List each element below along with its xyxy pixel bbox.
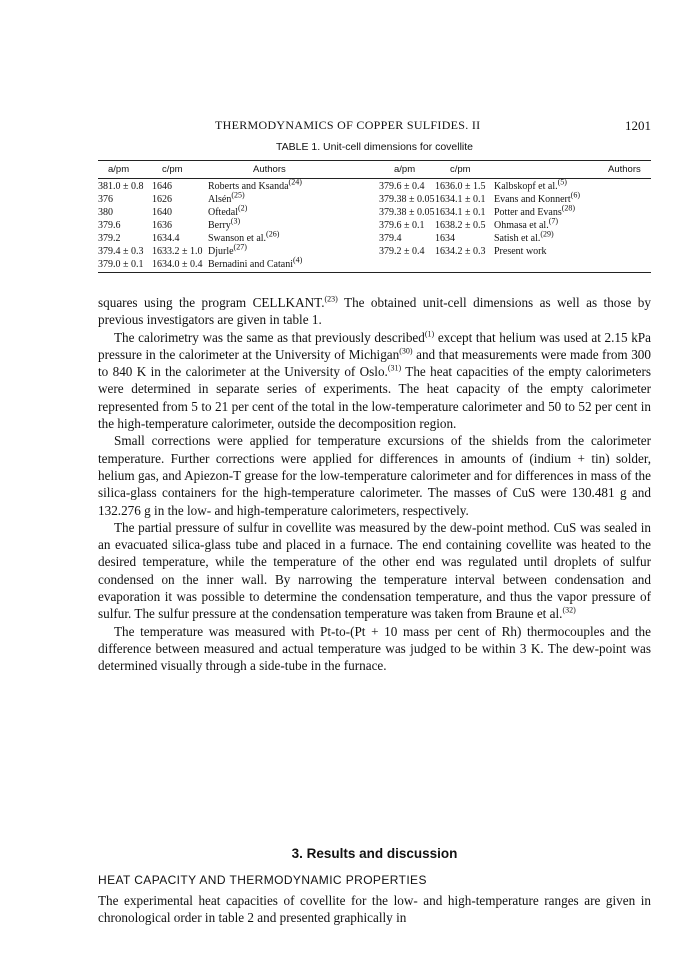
body-text-continued [98,892,651,927]
table-cell: 379.0 ± 0.1 [98,259,144,270]
table-header-rule [98,178,651,179]
section-heading: 3. Results and discussion [291,846,458,861]
table-cell-author: Kalbskopf et al.$^{(5)}$ [494,177,567,192]
table-cell: 381.0 ± 0.8 [98,181,144,192]
table-cell: 379.2 [98,233,121,244]
table-caption: TABLE 1. Unit-cell dimensions for covellite [275,141,474,153]
header-a-right: a/pm [394,164,416,175]
paragraph: squares using the program CELLKANT.$^{(23)}$ The obtained unit-cell dimensions as well as those by previous investigators are given in table 1. [98,294,651,328]
table-cell-author: Satish et al.$^{(29)}$ [494,229,554,244]
running-header [98,118,651,136]
table-cell: 1626 [152,194,172,205]
paragraph: The partial pressure of sulfur in covellite was measured by the dew-point method. CuS was sealed in an evacuated silica-glass tube and placed in a furnace. The end containing covellite was heated to the desired temperature, while the temperature of the other end was regulated until droplets of sulfur condensed on the inner wall. By narrowing the temperature interval between condensation and evaporation it was possible to determine the condensation temperature, and thus the vapor pressure of sulfur. The sulfur pressure at the condensation temperature was taken from Braune et al.$^{(32)}$ [98,519,651,622]
table-cell-author: Berry$^{(3)}$ [208,216,241,231]
header-authors-right: Authors [608,164,641,175]
table-bottom-rule [98,272,651,273]
paragraph: Small corrections were applied for temperature excursions of the shields from the calorimeter temperature. Further corrections were applied for differences in amounts of (indium + tin) solder, helium gas, and Apiezon-T grease for the low-temperature calorimeter and for differences in mass of the silica-glass containers for the high-temperature calorimeter. The masses of CuS were 130.481 g and 132.276 g in the low- and high-temperature calorimeters, respectively. [98,433,651,518]
table-cell-author: Oftedal$^{(2)}$ [208,203,248,218]
table-cell: 1636 [152,220,172,231]
table-cell-author: Bernadini and Catani$^{(4)}$ [208,255,303,270]
table-top-rule [98,160,651,161]
table-cell: 1640 [152,207,172,218]
table-cell: 1634.1 ± 0.1 [435,194,486,205]
table-cell: 1634 [435,233,455,244]
page-number: 1201 [625,118,651,133]
table-cell: 1646 [152,181,172,192]
header-c-right: c/pm [450,164,471,175]
table-cell: 379.6 ± 0.1 [379,220,425,231]
table-cell: 1638.2 ± 0.5 [435,220,486,231]
table-cell-author: Swanson et al.$^{(26)}$ [208,229,280,244]
header-authors-left: Authors [253,164,286,175]
table-cell-author: Alsén$^{(25)}$ [208,190,245,205]
header-c-left: c/pm [162,164,183,175]
running-title: THERMODYNAMICS OF COPPER SULFIDES. II [215,118,481,132]
table-cell: 379.4 [379,233,402,244]
table-cell-author: Roberts and Ksanda$^{(24)}$ [208,177,302,192]
paragraph: The experimental heat capacities of covellite for the low- and high-temperature ranges are given in chronological order in table 2 and presented graphically in [98,893,651,926]
paragraph: The calorimetry was the same as that previously described$^{(1)}$ except that helium was used at 2.15 kPa pressure in the calorimeter at the University of Michigan$^{(30)}$ and that measurements were made from 300 to 840 K in the calorimeter at the University of Oslo.$^{(31)}$ The heat capacities of the empty calorimeters were determined in separate series of experiments. The heat capacity of the empty calorimeter represented from 5 to 21 per cent of the total in the low-temperature calorimeter and 50 to 52 per cent in the high-temperature calorimeter, outside the decomposition region. [98,329,651,432]
table-cell: 379.2 ± 0.4 [379,246,425,257]
body-text [98,294,651,675]
table-cell: 1634.1 ± 0.1 [435,207,486,218]
table-cell: 379.38 ± 0.05 [379,207,435,218]
subsection-heading: HEAT CAPACITY AND THERMODYNAMIC PROPERTIES [98,873,427,887]
table-cell-author: Present work [494,246,547,257]
unit-cell-table [98,160,651,280]
table-cell: 379.6 [98,220,121,231]
table-cell: 379.38 ± 0.05 [379,194,435,205]
table-cell: 1633.2 ± 1.0 [152,246,203,257]
table-cell: 1634.4 [152,233,180,244]
table-cell-author: Evans and Konnert$^{(6)}$ [494,190,580,205]
table-cell: 1636.0 ± 1.5 [435,181,486,192]
table-cell-author: Ohmasa et al.$^{(7)}$ [494,216,559,231]
table-cell: 379.6 ± 0.4 [379,181,425,192]
table-cell: 1634.0 ± 0.4 [152,259,203,270]
table-cell-author: Potter and Evans$^{(28)}$ [494,203,576,218]
table-cell: 1634.2 ± 0.3 [435,246,486,257]
table-cell: 380 [98,207,113,218]
table-cell: 376 [98,194,113,205]
table-cell-author: Djurle$^{(27)}$ [208,242,247,257]
table-cell: 379.4 ± 0.3 [98,246,144,257]
paragraph: The temperature was measured with Pt-to-(Pt + 10 mass per cent of Rh) thermocouples and the difference between measured and actual temperature was judged to be within 3 K. The dew-point was determined visually through a side-tube in the furnace. [98,623,651,674]
header-a-left: a/pm [108,164,130,175]
